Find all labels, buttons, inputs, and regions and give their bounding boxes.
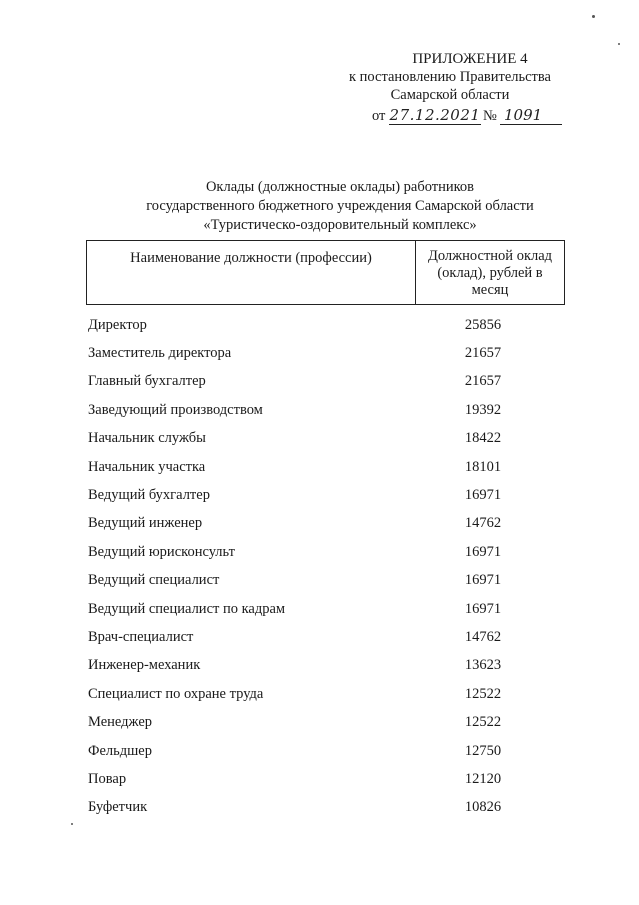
scan-speck: [618, 43, 620, 45]
resolution-number: 1091: [500, 106, 562, 125]
table-row: [86, 510, 565, 538]
table-row: [86, 425, 565, 453]
position-salary: 19392: [464, 401, 502, 418]
position-salary: 14762: [464, 515, 502, 532]
position-name: Повар: [88, 770, 127, 787]
table-row: [86, 737, 565, 765]
position-name: Буфетчик: [88, 799, 148, 816]
document-title-line-3: «Туристическо-оздоровительный комплекс»: [203, 217, 477, 233]
table-row: [86, 623, 565, 651]
position-name: Главный бухгалтер: [88, 373, 206, 390]
position-salary: 12120: [464, 770, 502, 787]
position-name: Инженер-механик: [88, 657, 201, 674]
table-row: [86, 481, 565, 509]
header-salary-line-3: месяц: [471, 282, 509, 298]
position-name: Ведущий специалист: [88, 572, 220, 589]
position-salary: 14762: [464, 628, 502, 645]
date-prefix: от: [372, 108, 386, 124]
position-salary: 13623: [464, 657, 502, 674]
position-salary: 18101: [464, 458, 502, 475]
number-sign: №: [483, 108, 497, 124]
appendix-region-line: Самарской области: [390, 87, 510, 103]
resolution-reference: [372, 106, 572, 128]
table-row: [86, 794, 565, 822]
scan-speck: [71, 823, 73, 825]
position-salary: 16971: [464, 487, 502, 504]
position-name: Ведущий специалист по кадрам: [88, 600, 286, 617]
position-salary: 10826: [464, 799, 502, 816]
document-title-line-1: Оклады (должностные оклады) работников: [205, 179, 475, 195]
salary-table-body: [86, 311, 565, 822]
resolution-date: 27.12.2021: [389, 106, 481, 124]
position-name: Ведущий бухгалтер: [88, 487, 210, 504]
table-row: [86, 538, 565, 566]
appendix-title: ПРИЛОЖЕНИЕ 4: [412, 51, 528, 67]
document-title: [60, 178, 620, 235]
appendix-block: [335, 50, 565, 104]
document-title-line-2: государственного бюджетного учреждения Самарской области: [146, 198, 534, 214]
position-name: Начальник службы: [88, 430, 206, 447]
position-name: Ведущий инженер: [88, 515, 203, 532]
header-position-name: Наименование должности (профессии): [87, 241, 416, 304]
position-name: Директор: [88, 316, 147, 333]
header-salary-line-2: (оклад), рублей в: [437, 265, 543, 281]
position-name: Заведующий производством: [88, 401, 263, 418]
position-salary: 12750: [464, 742, 502, 759]
position-salary: 25856: [464, 316, 502, 333]
position-name: Начальник участка: [88, 458, 206, 475]
table-row: [86, 708, 565, 736]
header-salary-line-1: Должностной оклад: [427, 248, 553, 264]
header-salary: [416, 241, 564, 304]
table-row: [86, 453, 565, 481]
table-row: [86, 339, 565, 367]
table-row: [86, 595, 565, 623]
table-row: [86, 396, 565, 424]
position-salary: 12522: [464, 714, 502, 731]
position-salary: 21657: [464, 345, 502, 362]
position-name: Специалист по охране труда: [88, 685, 264, 702]
position-salary: 16971: [464, 600, 502, 617]
position-name: Заместитель директора: [88, 345, 232, 362]
position-salary: 18422: [464, 430, 502, 447]
appendix-resolution-line: к постановлению Правительства: [349, 69, 551, 85]
scan-speck: [592, 15, 595, 18]
table-row: [86, 368, 565, 396]
position-salary: 12522: [464, 685, 502, 702]
position-name: Фельдшер: [88, 742, 152, 759]
table-row: [86, 567, 565, 595]
position-salary: 16971: [464, 572, 502, 589]
position-salary: 16971: [464, 543, 502, 560]
position-name: Врач-специалист: [88, 628, 194, 645]
table-header: [86, 240, 565, 305]
position-name: Ведущий юрисконсульт: [88, 543, 235, 560]
table-row: [86, 311, 565, 339]
position-name: Менеджер: [88, 714, 153, 731]
table-row: [86, 680, 565, 708]
table-row: [86, 765, 565, 793]
table-row: [86, 652, 565, 680]
position-salary: 21657: [464, 373, 502, 390]
